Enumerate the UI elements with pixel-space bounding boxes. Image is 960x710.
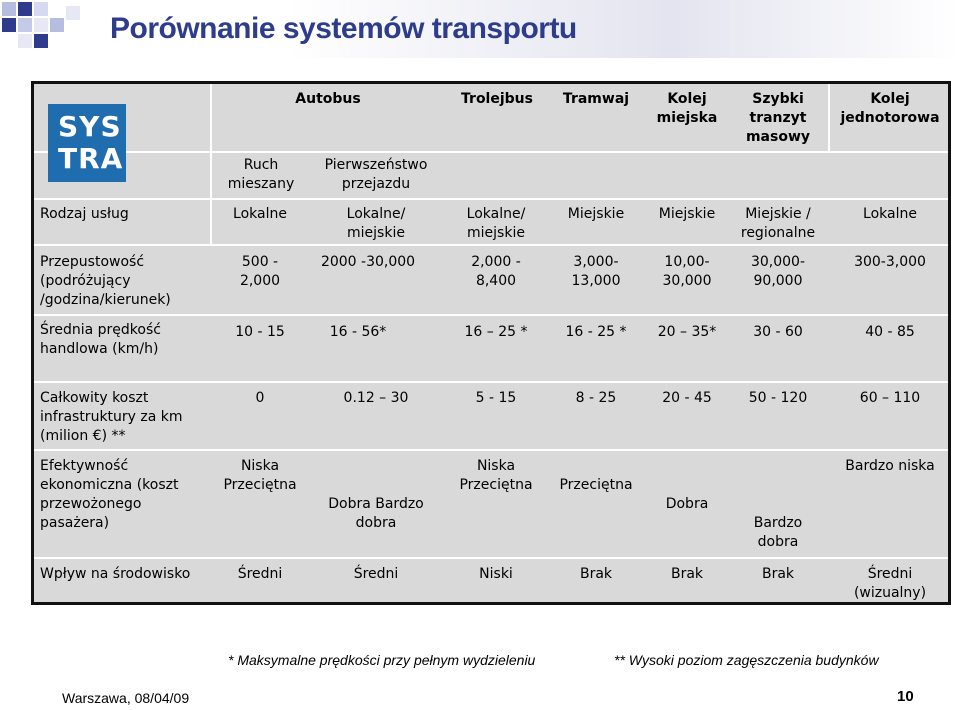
cell-value: Przeciętna [559, 477, 633, 493]
cell-value: Dobra [665, 496, 709, 512]
cell-value: 500 - 2,000 [239, 254, 281, 289]
cell-value: 10,00- 30,000 [662, 254, 712, 289]
comparison-table [31, 81, 951, 605]
cell-value: 16 – 25 * [464, 324, 528, 340]
cell-value: Miejskie [567, 206, 625, 222]
cell-value: Niska Przeciętna [459, 458, 533, 493]
row-label-przepustowosc: Przepustowość (podróżujący /godzina/kierunek) [40, 254, 171, 308]
cell-value: Miejskie / regionalne [740, 206, 816, 241]
subheader-pierwszenstwo: Pierwszeństwo przejazdu [324, 157, 428, 192]
cell-value: 8 - 25 [575, 390, 617, 406]
row-divider [34, 449, 948, 451]
row-label-wplyw: Wpływ na środowisko [40, 566, 191, 582]
cell-value: 0.12 – 30 [343, 390, 409, 406]
header-szybki-tranzyt: Szybki tranzyt masowy [745, 91, 811, 145]
cell-value: 60 – 110 [859, 390, 921, 406]
cell-value: 20 – 35* [657, 324, 717, 340]
cell-value: Średni [237, 566, 283, 582]
header-kolej-miejska: Kolej miejska [656, 91, 718, 126]
cell-value: Bardzo dobra [753, 515, 803, 550]
cell-value: 20 - 45 [662, 390, 712, 406]
cell-value: 2000 -30,000 [320, 254, 416, 270]
cell-value: 30,000- 90,000 [750, 254, 806, 289]
cell-value: 16 - 25 * [565, 324, 627, 340]
row-divider [34, 198, 948, 200]
cell-value: Średni [353, 566, 399, 582]
row-label-rodzaj-uslug: Rodzaj usług [40, 206, 129, 222]
systra-logo [48, 104, 126, 182]
cell-value: 0 [255, 390, 265, 406]
cell-value: 2,000 - 8,400 [471, 254, 521, 289]
cell-value: Brak [761, 566, 795, 582]
cell-value: Lokalne/ miejskie [346, 206, 406, 241]
cell-value: Niski [479, 566, 513, 582]
cell-value: Średni (wizualny) [853, 566, 927, 601]
header-trolejbus: Trolejbus [461, 91, 533, 107]
logo-text-top: SYS [58, 110, 122, 143]
row-label-efektywnosc: Efektywność ekonomiczna (koszt przewożonego pasażera) [40, 458, 179, 531]
cell-value: 30 - 60 [753, 324, 803, 340]
row-divider [34, 557, 948, 559]
header-tramwaj: Tramwaj [562, 91, 630, 107]
row-divider [34, 151, 948, 153]
logo-text-bottom: TRA [58, 142, 124, 175]
footnote-speed: * Maksymalne prędkości przy pełnym wydzieleniu [228, 652, 536, 668]
cell-value: Bardzo niska [845, 458, 935, 474]
cell-value: 50 - 120 [748, 390, 808, 406]
cell-value: Lokalne [863, 206, 917, 222]
cell-value: Lokalne [233, 206, 287, 222]
subheader-ruch-mieszany: Ruch mieszany [227, 157, 295, 192]
row-label-calkowity-koszt: Całkowity koszt infrastruktury za km (milion €) ** [40, 390, 183, 444]
cell-value: Brak [579, 566, 613, 582]
cell-value: 5 - 15 [475, 390, 517, 406]
cell-value: 40 - 85 [865, 324, 915, 340]
header-autobus: Autobus [295, 91, 361, 107]
page-number: 10 [897, 688, 914, 705]
cell-value: Brak [670, 566, 704, 582]
cell-value: 10 - 15 [235, 324, 285, 340]
cell-value: Lokalne/ miejskie [466, 206, 526, 241]
row-label-srednia-predkosc: Średnia prędkość handlowa (km/h) [40, 322, 161, 357]
cell-value: 16 - 56* [329, 324, 387, 340]
row-divider [34, 314, 948, 316]
cell-value: Niska Przeciętna [223, 458, 297, 493]
cell-value: 3,000- 13,000 [571, 254, 621, 289]
column-divider [828, 84, 830, 151]
footer-date: Warszawa, 08/04/09 [62, 690, 190, 706]
cell-value: Miejskie [658, 206, 716, 222]
decorative-squares [0, 0, 110, 60]
column-divider [210, 84, 212, 244]
row-divider [34, 244, 948, 246]
cell-value: Dobra Bardzo dobra [328, 496, 424, 531]
row-divider [34, 381, 948, 383]
slide-title: Porównanie systemów transportu [110, 12, 577, 45]
footnote-density: ** Wysoki poziom zagęszczenia budynków [614, 652, 879, 668]
header-kolej-jednotorowa: Kolej jednotorowa [840, 91, 940, 126]
cell-value: 300-3,000 [854, 254, 926, 270]
